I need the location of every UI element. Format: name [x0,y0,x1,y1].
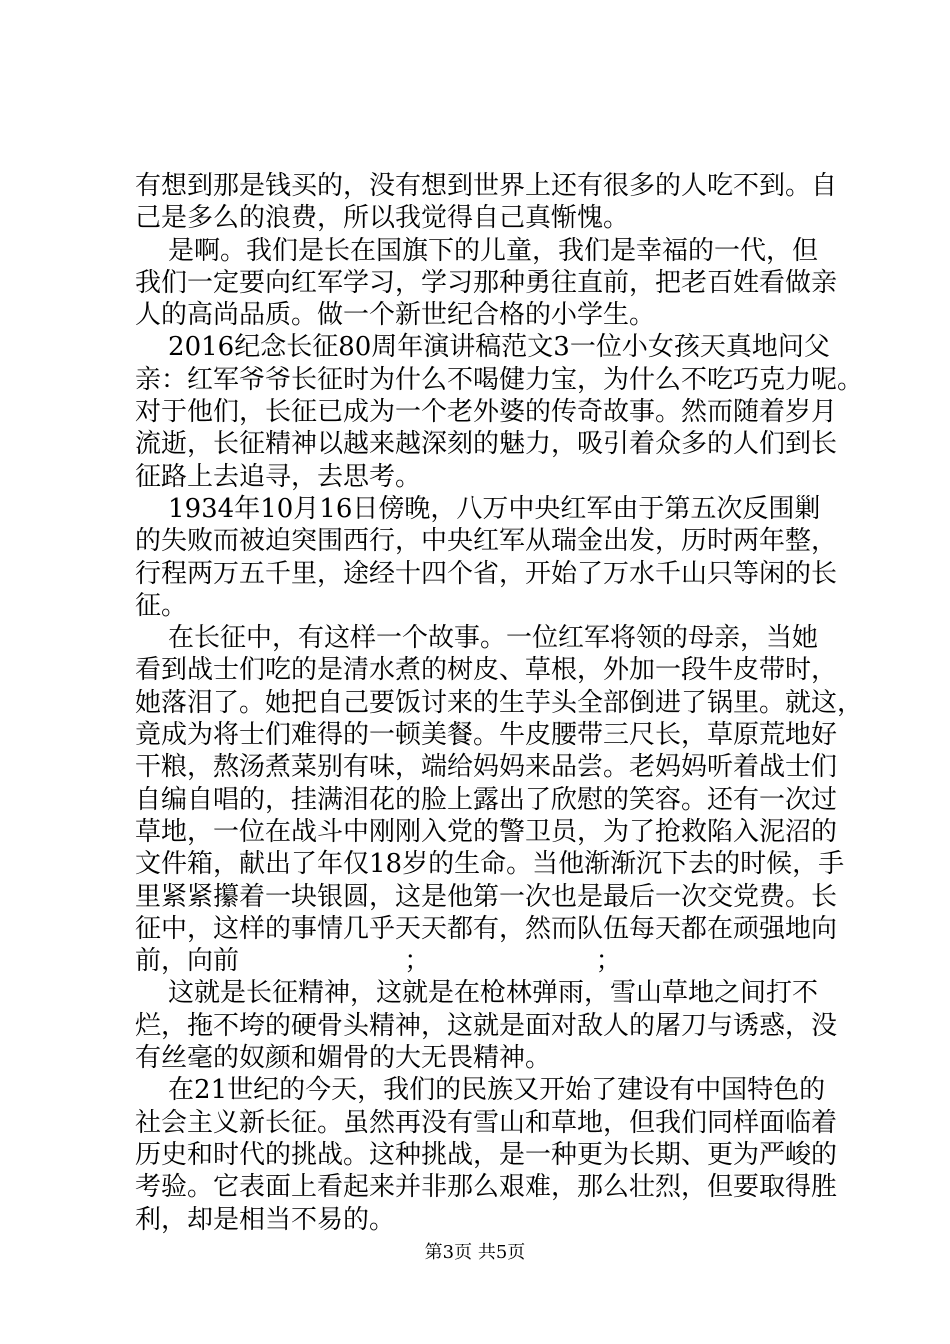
text-line: 我们一定要向红军学习，学习那种勇往直前，把老百姓看做亲 [135,267,838,298]
text-line: 征路上去追寻，去思考。 [135,461,422,492]
text-line: 人的高尚品质。做一个新世纪合格的小学生。 [135,300,656,331]
text-line: 的失败而被迫突围西行，中央红军从瑞金出发，历时两年整， [135,526,838,557]
text-line: 烂，拖不垮的硬骨头精神，这就是面对敌人的屠刀与诱惑，没 [135,1010,838,1041]
text-line: 有丝毫的奴颜和媚骨的大无畏精神。 [135,1043,552,1074]
text-line: 考验。它表面上看起来并非那么艰难，那么壮烈，但要取得胜 [135,1172,838,1203]
text-line: 亲：红军爷爷长征时为什么不喝健力宝，为什么不吃巧克力呢。 [135,364,864,395]
text-line: 行程两万五千里，途经十四个省，开始了万水千山只等闲的长 [135,558,838,589]
text-line: 征中，这样的事情几乎天天都有，然而队伍每天都在顽强地向 [135,913,838,944]
text-line: 对于他们，长征已成为一个老外婆的传奇故事。然而随着岁月 [135,397,838,428]
text-line: 流逝，长征精神以越来越深刻的魅力，吸引着众多的人们到长 [135,429,838,460]
body-text [135,170,864,1236]
text-line: 在长征中，有这样一个故事。一位红军将领的母亲，当她 [135,623,819,654]
text-line: 里紧紧攥着一块银圆，这是他第一次也是最后一次交党费。长 [135,881,838,912]
text-line: 利，却是相当不易的。 [135,1204,396,1235]
text-line: 2016纪念长征80周年演讲稿范文3一位小女孩天真地问父 [135,332,830,363]
text-line: 有想到那是钱买的，没有想到世界上还有很多的人吃不到。自 [135,171,838,201]
text-line: 文件箱，献出了年仅18岁的生命。当他渐渐沉下去的时候，手 [135,849,845,880]
page-footer: 第3页 共5页 [424,1242,526,1263]
text-line: 征。 [135,590,188,621]
text-line: 草地，一位在战斗中刚刚入党的警卫员，为了抢救陷入泥沼的 [135,816,838,847]
text-line: 是啊。我们是长在国旗下的儿童，我们是幸福的一代，但 [135,235,819,266]
text-line: 前，向前 ； ； [135,946,622,977]
text-line: 己是多么的浪费，所以我觉得自己真惭愧。 [135,203,630,234]
text-line: 这就是长征精神，这就是在枪林弹雨，雪山草地之间打不 [135,978,819,1009]
text-line: 自编自唱的，挂满泪花的脸上露出了欣慰的笑容。还有一次过 [135,784,838,815]
text-line: 在21世纪的今天，我们的民族又开始了建设有中国特色的 [135,1075,826,1106]
text-line: 社会主义新长征。虽然再没有雪山和草地，但我们同样面临着 [135,1107,838,1138]
text-line: 她落泪了。她把自己要饭讨来的生芋头全部倒进了锅里。就这， [135,687,864,718]
text-line: 干粮，熬汤煮菜别有味，端给妈妈来品尝。老妈妈听着战士们 [135,752,838,783]
text-line: 1934年10月16日傍晚，八万中央红军由于第五次反围剿 [135,493,821,524]
text-line: 看到战士们吃的是清水煮的树皮、草根，外加一段牛皮带时， [135,655,838,686]
text-line: 历史和时代的挑战。这种挑战，是一种更为长期、更为严峻的 [135,1139,838,1170]
text-line: 竟成为将士们难得的一顿美餐。牛皮腰带三尺长，草原荒地好 [135,720,838,751]
